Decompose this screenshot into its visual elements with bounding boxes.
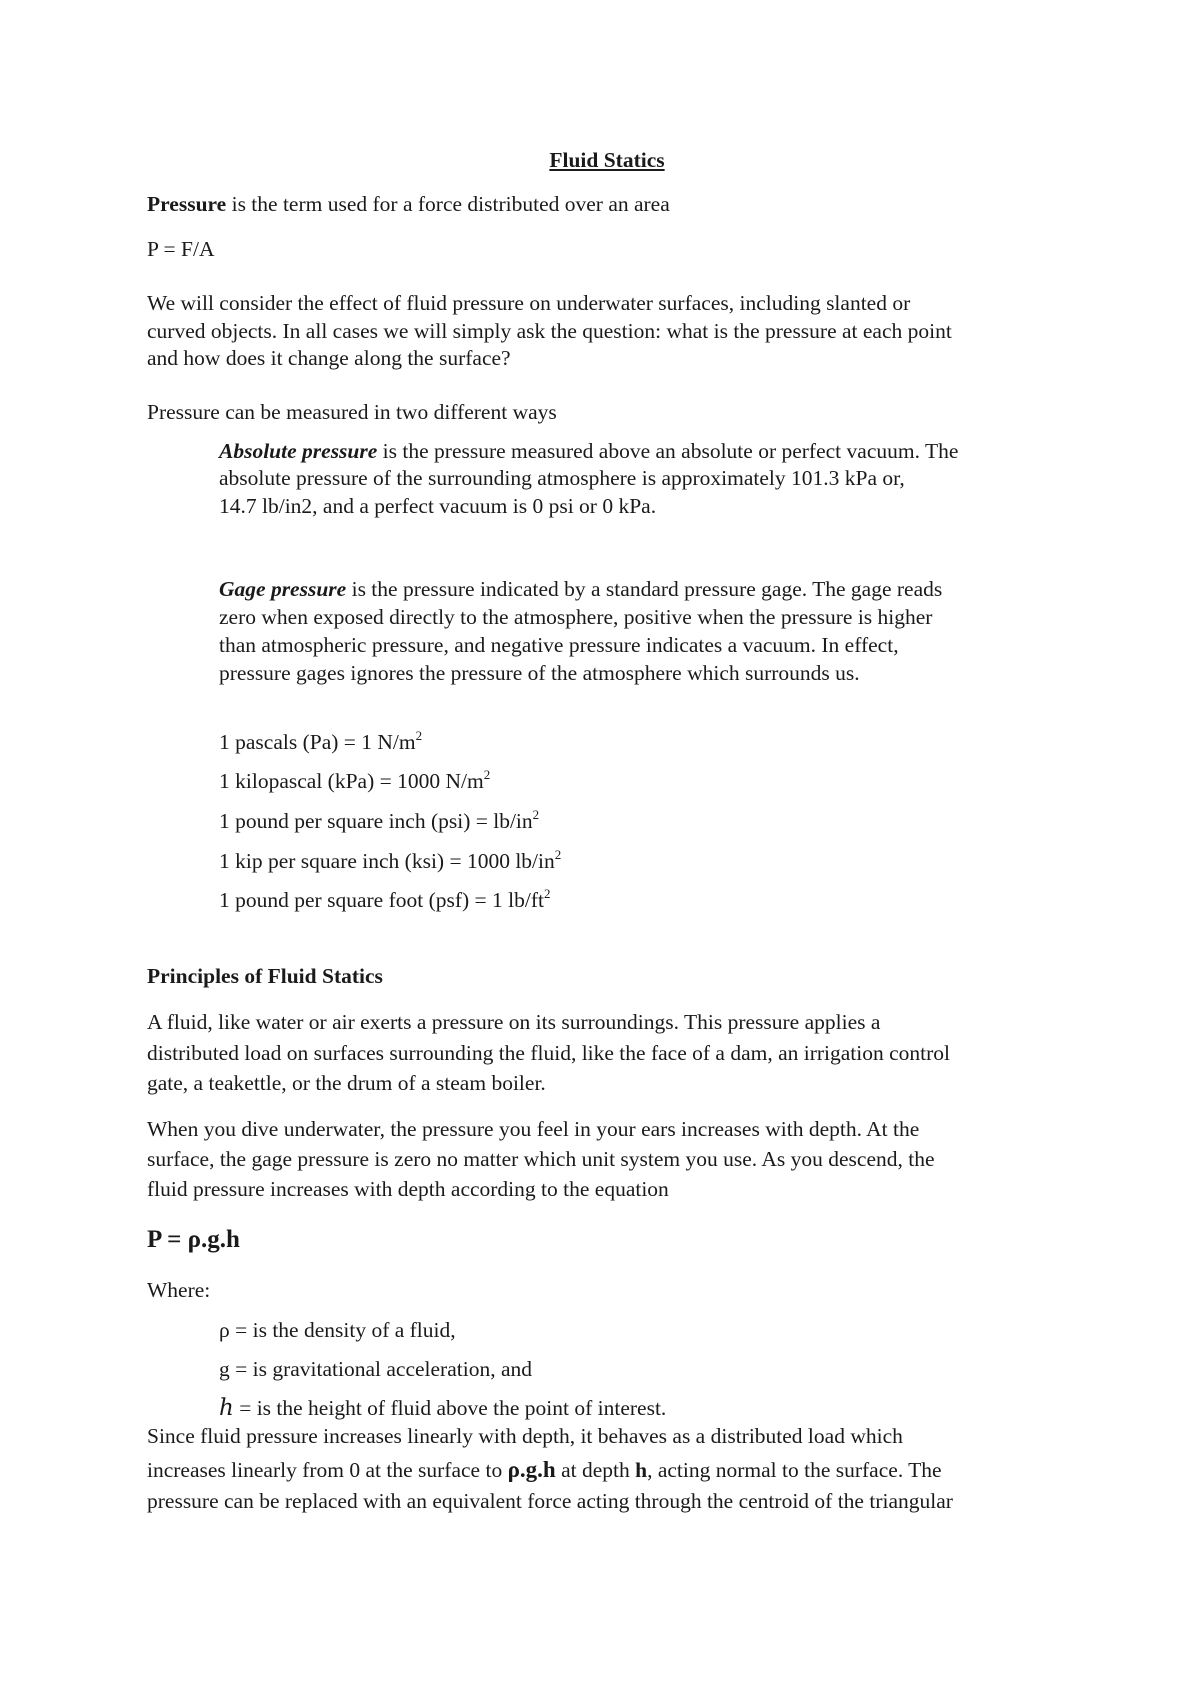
unit-ksi-sup: 2 (554, 847, 562, 862)
def-g: g = is gravitational acceleration, and (219, 1357, 532, 1381)
unit-psf-text: 1 pound per square foot (psf) = 1 lb/ft (219, 888, 544, 912)
pressure-formula: P = F/A (147, 237, 215, 261)
principles-p1-line-1: A fluid, like water or air exerts a pressure on its surroundings. This pressure applies a (147, 1010, 881, 1034)
def-h-rest: = is the height of fluid above the point of interest. (233, 1396, 667, 1420)
measured-line: Pressure can be measured in two different ways (147, 400, 557, 424)
principles-p3-line-1: Since fluid pressure increases linearly with depth, it behaves as a distributed load which (147, 1424, 903, 1448)
unit-psf-sup: 2 (544, 886, 551, 901)
intro-line-2: curved objects. In all cases we will simply ask the question: what is the pressure at each point (147, 319, 952, 343)
principles-p2-line-1: When you dive underwater, the pressure you feel in your ears increases with depth. At the (147, 1117, 920, 1141)
unit-pa-text: 1 pascals (Pa) = 1 N/m (219, 730, 416, 754)
where-label: Where: (147, 1278, 211, 1302)
unit-psi-sup: 2 (532, 807, 540, 822)
def-h (219, 1394, 1079, 1422)
pressure-def-text: is the term used for a force distributed over an area (226, 192, 670, 216)
unit-psf (219, 886, 1079, 914)
p3-text-a: increases linearly from 0 at the surface to (147, 1458, 508, 1482)
page-title: Fluid Statics (549, 148, 665, 172)
gage-line-1-rest: is the pressure indicated by a standard pressure gage. The gage reads (346, 577, 943, 601)
p3-depth-h: h (635, 1458, 648, 1482)
principles-p3-line-3: pressure can be replaced with an equivalent force acting through the centroid of the triangular (147, 1489, 953, 1513)
gage-line-4: pressure gages ignores the pressure of the atmosphere which surrounds us. (219, 661, 860, 685)
absolute-term: Absolute pressure (219, 439, 378, 463)
intro-line-1: We will consider the effect of fluid pressure on underwater surfaces, including slanted or (147, 291, 911, 315)
gage-line-1 (219, 575, 1079, 603)
unit-psi-text: 1 pound per square inch (psi) = lb/in (219, 809, 533, 833)
unit-ksi (219, 847, 1079, 875)
unit-kpa-sup: 2 (483, 767, 491, 782)
absolute-line-2: absolute pressure of the surrounding atmosphere is approximately 101.3 kPa or, (219, 466, 905, 490)
unit-ksi-text: 1 kip per square inch (ksi) = 1000 lb/in (219, 849, 555, 873)
gage-line-3: than atmospheric pressure, and negative pressure indicates a vacuum. In effect, (219, 633, 899, 657)
gage-line-2: zero when exposed directly to the atmosphere, positive when the pressure is higher (219, 605, 933, 629)
principles-p2-line-3: fluid pressure increases with depth according to the equation (147, 1177, 669, 1201)
p3-rho-g-h: ρ.g.h (507, 1457, 556, 1482)
principles-heading: Principles of Fluid Statics (147, 964, 383, 988)
pressure-equation: P = ρ.g.h (147, 1226, 240, 1253)
intro-line-3: and how does it change along the surface? (147, 346, 511, 370)
unit-pa (219, 728, 1079, 756)
def-rho: ρ = is the density of a fluid, (219, 1318, 456, 1342)
pressure-definition (147, 190, 670, 218)
unit-kpa (219, 767, 1079, 795)
unit-pa-sup: 2 (415, 728, 423, 743)
absolute-line-3: 14.7 lb/in2, and a perfect vacuum is 0 psi or 0 kPa. (219, 494, 657, 518)
p3-text-c: at depth (555, 1458, 636, 1482)
principles-p1-line-2: distributed load on surfaces surrounding the fluid, like the face of a dam, an irrigation control (147, 1041, 951, 1065)
principles-p1-line-3: gate, a teakettle, or the drum of a steam boiler. (147, 1071, 546, 1095)
unit-kpa-text: 1 kilopascal (kPa) = 1000 N/m (219, 769, 484, 793)
absolute-line-1 (219, 437, 1079, 465)
principles-p2-line-2: surface, the gage pressure is zero no matter which unit system you use. As you descend, the (147, 1147, 935, 1171)
gage-term: Gage pressure (219, 577, 347, 601)
principles-p3-line-2 (147, 1456, 942, 1484)
pressure-term: Pressure (147, 192, 227, 216)
absolute-line-1-rest: is the pressure measured above an absolute or perfect vacuum. The (377, 439, 959, 463)
p3-text-e: , acting normal to the surface. The (647, 1458, 942, 1482)
unit-psi (219, 807, 1079, 835)
h-symbol: h (219, 1395, 234, 1421)
